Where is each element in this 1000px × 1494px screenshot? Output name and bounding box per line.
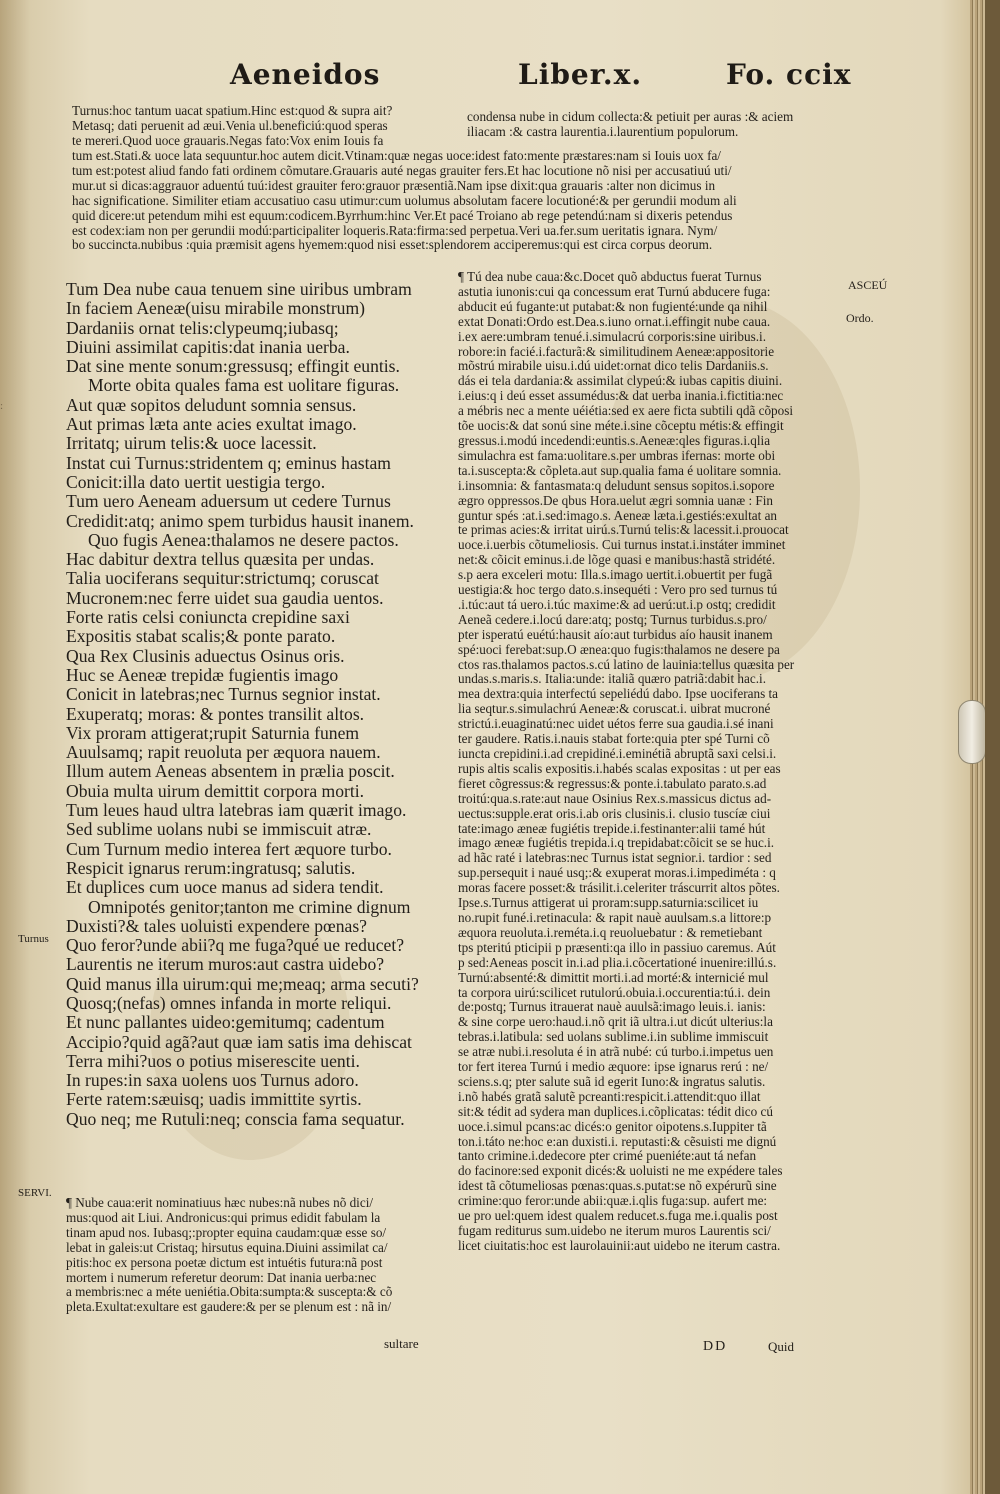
text-line: mea dextra:quia interfectú sepeliédú dabo. Ipse uociferans ta xyxy=(458,687,779,702)
verse-line: Irritatq; uirum telis:& uoce lacessit. xyxy=(66,434,317,454)
verse-line: Quo feror?unde abii?q me fuga?qué ue reducet? xyxy=(66,936,405,956)
verse-line: Auulsamq; rapit reuoluta per æquora nauem. xyxy=(66,743,381,763)
text-line: tum est:potest aliud fando fati ordinem cõmutare.Grauaris auté negas grauiter fers.Et hac locutione nõ nisi per accusatiuú uti/ xyxy=(72,163,732,178)
verse-line: In faciem Aeneæ(uisu mirabile monstrum) xyxy=(66,299,366,319)
verse-line: Tum Dea nube caua tenuem sine uiribus umbram xyxy=(66,280,412,299)
verse-line: Quid manus illa uirum:qui me;meaq; arma secuti? xyxy=(66,974,419,994)
text-line: p sed:Aeneas poscit in.i.ad plia.i.cõcertationé inuenire:illú.s. xyxy=(458,955,777,970)
text-line: licet ciuitatis:hoc est laurolauinii:aut uidebo ne iterum castra. xyxy=(458,1238,781,1253)
text-line: tor fert iterea Turnú i medio æquore: ipse ignarus rerú : ne/ xyxy=(458,1060,769,1075)
verse-line: Exuperatq; moras: & pontes transilit altos. xyxy=(66,704,365,724)
text-line: ta corpora uirú:scilicet rutulorú.obuia.i.occurentia:tú.i. dein xyxy=(458,985,771,1000)
verse-line: Instat cui Turnus:stridentem q; eminus hastam xyxy=(66,453,391,473)
text-line: se atræ nubi.i.resoluta é in atrã nubé: cú turbo.i.impetus uen xyxy=(458,1045,774,1060)
verse-line: Laurentis ne iterum muros:aut castra uidebo? xyxy=(66,955,385,975)
text-line: est codex:iam non per gerundii modú:participaliter loqueris.Rata:firma:sed perpetua.Veri ua.fer.sum ueritatis ignara. Nym/ xyxy=(72,223,718,238)
verse-line: Talia uociferans sequitur:strictumq; coruscat xyxy=(66,569,379,589)
verse-line: Cum Turnum medio interea fert æquore turbo. xyxy=(66,839,392,859)
text-line: quid dicere:ut petendum mihi est equum:codicem.Byrrhum:hinc Ver.Et pacé Troiano ab rege petendú:nam si dixeris petendus xyxy=(72,208,733,223)
text-line: uoce.i.simul pcans:ac dicés:o genitor oipotens.s.Iuppiter tã xyxy=(458,1119,767,1134)
text-line: ter gaudere. Ratis.i.nauis stabat forte:quia pter spé Turni cõ xyxy=(458,732,770,747)
text-line: iuncta crepidini.i.ad crepidiné.i.eminétiã abruptã saxi celsi.i. xyxy=(458,747,777,761)
verse-line: Terra mihi?uos o potius miserescite uenti. xyxy=(66,1051,360,1071)
verse-line: Mucronem:nec ferre uidet sua gaudia uentos. xyxy=(66,588,384,608)
verse-line: Respicit ignarus rerum:ingratusq; salutis. xyxy=(66,858,356,878)
verse-line: Tum leues haud ultra latebras iam quærit imago. xyxy=(66,801,407,821)
verse-line: Obuia multa uirum demittit corpora morti. xyxy=(66,781,365,801)
text-line: uestigia:& hoc tergo dato.s.insequéti : Vero pro sed turnus tú xyxy=(458,583,778,598)
text-line: tps pteritú pticipii p præsenti:qa illo in passiuo caremus. Aút xyxy=(458,940,776,955)
margin-note-turnus: Turnus xyxy=(18,933,49,945)
text-line: simulachra est fama:uolitare.s.per umbras ifernas: morte obi xyxy=(458,448,776,463)
verse-line: Dat sine mente sonum:gressusq; effingit euntis. xyxy=(66,357,400,377)
catchword-right: Quid xyxy=(768,1339,794,1354)
commentary-top-left xyxy=(72,104,467,149)
verse-line: Et duplices cum uoce manus ad sidera tendit. xyxy=(66,878,384,898)
text-line: a mébris nec a mente uéiétia:sed ex aere ficta subtili qdã cõposi xyxy=(458,404,794,419)
text-line: strictú.i.euaginatú:nec uidet uétos ferre sua gaudia.i.sé inani xyxy=(458,717,774,732)
text-line: mus:quod ait Liui. Andronicus:qui primus edidit fabulam la xyxy=(66,1210,381,1225)
verse-line: Accipio?quid agã?aut quæ iam satis ima dehiscat xyxy=(66,1032,412,1052)
text-line: undas.s.maris.s. Italia:unde: italiã quæro patriã:dabit hac.i. xyxy=(458,672,766,687)
header-book-title: Aeneidos xyxy=(230,58,381,91)
text-line: rupis altis scalis expositis.i.habés scalas expositas : ut per eas xyxy=(458,761,781,776)
text-line: pitis:hoc ex persona poetæ dictum est intuétis futura:nã post xyxy=(66,1255,383,1270)
commentary-full-width xyxy=(72,149,842,253)
catchword-left: sultare xyxy=(384,1336,419,1351)
verse-line: Quosq;(nefas) omnes infanda in morte reliqui. xyxy=(66,993,392,1013)
text-line: extat Donati:Ordo est.Dea.s.iuno ornat.i.effingit nube caua. xyxy=(458,314,771,329)
text-line: no.rupit funé.i.retinacula: & rapit nauè auulsam.s.a littore:p xyxy=(458,910,772,925)
verse-line: Conicit:illa dato uertit uestigia tergo. xyxy=(66,472,326,492)
text-line: spé:uoci ferebat:sup.O ænea:quo fugis:thalamos ne desere pa xyxy=(458,642,780,657)
header-liber: Liber.x. xyxy=(518,58,643,91)
text-line: troitú:qua.s.rate:aut naue Osinius Rex.s.massicus dictus ad- xyxy=(458,791,772,806)
text-line: net:& cõicit eminus.i.de lõge quasi e manibus:hastã stridété. xyxy=(458,553,776,568)
text-line: ad hãc raté i latebras:nec Turnus istat segnior.i. tardior : sed xyxy=(458,851,772,866)
verse-line: Illum autem Aeneas absentem in prælia poscit. xyxy=(66,762,395,782)
verse-line: Credidit:atq; animo spem turbidus hausit inanem. xyxy=(66,511,414,531)
commentary-top-right xyxy=(467,110,842,140)
text-line: do facinore:sed exponit dicés:& uoluisti ne me expédere tales xyxy=(458,1164,783,1179)
text-line: te primas acies:& irritat uirú.s.Turnú telis:& lacessit.i.prouocat xyxy=(458,523,789,538)
text-line: Ipse.s.Turnus attigerat ui proram:supp.saturnia:scilicet iu xyxy=(458,896,759,911)
text-line: ¶ Nube caua:erit nominatiuus hæc nubes:nã nubes nõ dici/ xyxy=(66,1196,374,1210)
text-line: ¶ Tú dea nube caua:&c.Docet quõ abductus fuerat Turnus xyxy=(458,270,762,284)
text-line: mur.ut si dicas:aggrauor aduentú tuú:idest grauiter fero:grauor præsentiã.Nam ipse dixit:qua grauaris :alter non dicimus in xyxy=(72,178,716,193)
text-line: i.eius:q i deú esset assumédus:& dat uerba inania.i.fictitia:nec xyxy=(458,389,784,404)
running-header xyxy=(0,58,985,98)
text-line: i.nõ habés gratã salutẽ pcreanti:respicit.i.attendit:quo illat xyxy=(458,1089,761,1104)
text-line: Metasq; dati peruenit ad æui.Venia ul.beneficiú:quod speras xyxy=(72,118,388,133)
verse-line: In rupes:in saxa uolens uos Turnus adoro. xyxy=(66,1071,359,1091)
text-line: tanto crimine.i.dedecore pter crimé pueniéte:aut tá nefan xyxy=(458,1149,757,1164)
text-line: mortem i numerum referetur deorum: Dat inania uerba:nec xyxy=(66,1270,377,1285)
page-clip xyxy=(958,700,985,764)
verse-line: Aut primas læta ante acies exultat imago. xyxy=(66,415,357,435)
text-line: i.insomnia: & fantasmata:q deludunt sensus sopitos.i.sopore xyxy=(458,478,775,493)
header-folio: Fo. ccix xyxy=(726,58,852,91)
text-line: abducit eú fugante:ut putabat:& non fugienté:unde qa nihil xyxy=(458,299,768,314)
text-line: tinam apud nos. Iubasq;:propter equina caudam:quæ esse so/ xyxy=(66,1225,387,1240)
text-line: robore:in facié.i.facturã:& similitudinem Aeneæ:appositorie xyxy=(458,344,775,359)
verse-line: Quo fugis Aenea:thalamos ne desere pactos. xyxy=(88,530,399,550)
bleed-through-text: : xyxy=(0,400,4,412)
text-line: ton.i.táto ne:hoc e:an duxisti.i. reputasti:& cẽsuisti me dignú xyxy=(458,1134,777,1149)
verse-line: Dardaniis ornat telis:clypeumq;iubasq; xyxy=(66,318,339,338)
text-line: condensa nube in cidum collecta:& petiuit per auras :& aciem xyxy=(467,110,794,124)
text-line: uoce.i.uerbis cõtumeliosis. Cui turnus instat.i.instáter imminet xyxy=(458,538,786,553)
text-line: ctos ras.thalamos pactos.s.cú latino de lauinia:tellus quæsita per xyxy=(458,657,795,672)
text-line: lia seqtur.s.simulachrú Aeneæ:& coruscat.i. uibrat mucroné xyxy=(458,702,771,717)
text-line: bo succincta.nubibus :quia præmisit agens hyemem:quod nisi esset:splendorem acciperemus:qui est circa corpus deorum. xyxy=(72,238,713,253)
verse-line: Hac dabitur dextra tellus quæsita per undas. xyxy=(66,550,375,570)
commentary-right-column xyxy=(458,270,842,1254)
text-line: sit:& tédit ad sydera man duplices.i.cõplicatas: tédit dico cú xyxy=(458,1104,773,1119)
text-line: ue pro uel:quem idest qualem reducet.s.fuga me.i.qualis post xyxy=(458,1209,778,1224)
verse-line: Omnipotés genitor;tanton me crimine dignum xyxy=(88,897,411,917)
verse-line: Expositis stabat scalis;& ponte parato. xyxy=(66,627,336,647)
verse-column xyxy=(66,280,458,1129)
text-line: imago æneæ fugiétis trepida.i.q trepidabat:cõicit se se huc.i. xyxy=(458,836,775,851)
margin-note-asceu: ASCEÚ xyxy=(848,278,888,292)
text-line: ægro oppressos.De qbus Hora.uelut ægri somnia uanæ : Fin xyxy=(458,493,774,508)
verse-line: Quo neq; me Rutuli:neq; conscia fama sequatur. xyxy=(66,1109,405,1129)
text-line: crimine:quo feror:unde abii:quæ.i.qlis fuga:sup. aufert me: xyxy=(458,1194,768,1209)
margin-note-seruius: SERVI. xyxy=(18,1187,52,1199)
text-line: Turnú:absenté:& dimittit morti.i.ad morté:& internicié mul xyxy=(458,970,769,985)
text-line: gressus.i.modú incedendi:euntis.s.Aeneæ:qles figuras.i.qlia xyxy=(458,433,771,448)
verse-line: Morte obita quales fama est uolitare figuras. xyxy=(88,376,400,396)
text-line: tum est.Stati.& uoce lata sequuntur.hoc autem dicit.Vtinam:quæ negas uoce:idest fato:mente præstares:nam si Iouis uox fa/ xyxy=(72,149,721,163)
text-line: pleta.Exultat:exultare est gaudere:& per se plenum est : nã in/ xyxy=(66,1300,392,1315)
text-line: iliacam :& castra laurentia.i.laurentium populorum. xyxy=(467,124,739,139)
text-line: lebat in galeis:ut Cristaq; hirsutus equina.Diuini assimilat ca/ xyxy=(66,1240,388,1255)
text-line: tebras.i.latibula: sed uolans sublime.i.in sublime immiscuit xyxy=(458,1030,769,1045)
verse-line: Ferte ratem:sæuisq; uadis immittite syrtis. xyxy=(66,1090,362,1110)
text-line: idest tã cõtumeliosas pœnas:quas.s.putat:se nõ expérurũ sine xyxy=(458,1179,777,1194)
text-line: i.ex aere:umbram tenué.i.simulacrú corporis:sine uiribus.i. xyxy=(458,329,766,344)
text-line: fieret cõgressus:& regressus:& ponte.i.tabulato parato.s.ad xyxy=(458,776,767,791)
text-line: astutia iunonis:cui qa concessum erat Turnú abducere fuga: xyxy=(458,284,771,299)
text-line: & sine corpe uero:haud.i.nõ qrit iã ultra.i.ut dicút ulterius:la xyxy=(458,1015,773,1030)
text-line: ta.i.suscepta:& cõpleta.aut sup.qualia fama é uolitare somnia. xyxy=(458,463,782,478)
verse-line: Huc se Aeneæ trepidæ fugientis imago xyxy=(66,665,339,685)
verse-line: Et nunc pallantes uideo:gemitumq; cadentum xyxy=(66,1013,385,1033)
text-line: Aeneã cedere.i.locú dare:atq; postq; Turnus turbidus.s.pro/ xyxy=(458,612,767,627)
text-line: hac significatione. Similiter etiam accusatiuo casu utimur:cum uolumus absolutam facere locutioné:& per gerundii modum ali xyxy=(72,193,737,208)
signature-mark: DD xyxy=(703,1339,728,1354)
text-line: moras facere posset:& trásilit.i.celeriter tráscurrit altos põtes. xyxy=(458,881,780,896)
commentary-bottom-left xyxy=(66,1196,458,1315)
text-line: tõe uocis:& dat sonú sine méte.i.sine cõceptu métis:& effingit xyxy=(458,419,784,434)
verse-line: Diuini assimilat capitis:dat inania uerba. xyxy=(66,337,350,357)
text-line: de:postq; Turnus itrauerat nauè auulsã:imago leuis.i. ianis: xyxy=(458,1000,766,1015)
verse-line: Tum uero Aeneam aduersum ut cedere Turnus xyxy=(66,492,391,512)
text-line: guntur spés :at.i.sed:imago.s. Aeneæ læta.i.gestiés:exultat an xyxy=(458,508,778,523)
text-line: fugam rediturus sum.uidebo ne iterum muros Laurentis sci/ xyxy=(458,1224,771,1238)
text-line: pter isperatú euétú:hausit aío:aut turbidus aío hausit inanem xyxy=(458,627,773,642)
text-line: a membris:nec a méte ueniétia.Obita:sumpta:& suscepta:& cõ xyxy=(66,1285,393,1300)
verse-line: Aut quæ sopitos deludunt somnia sensus. xyxy=(66,395,357,415)
verse-line: Duxisti?& tales uoluisti expendere pœnas? xyxy=(66,916,367,936)
verse-line: Qua Rex Clusinis aduectus Osinus oris. xyxy=(66,646,345,666)
text-line: Turnus:hoc tantum uacat spatium.Hinc est:quod & supra ait? xyxy=(72,104,393,118)
text-line: tate:imago æneæ fugiétis trepide.i.festinanter:alii tamé hút xyxy=(458,821,766,836)
text-line: sup.persequit i naué usq;:& exuperat moras.i.impediméta : q xyxy=(458,866,776,881)
text-line: dás ei tela dardania:& assimilat clypeú:& iubas capitis diuini. xyxy=(458,374,783,389)
text-line: mõstrú mirabile uisu.i.dú uidet:ornat dico telis Dardaniis.s. xyxy=(458,359,769,374)
text-line: te mereri.Quod uoce grauaris.Negas fato:Vox enim Iouis fa xyxy=(72,133,384,148)
verse-line: Sed sublime uolans nubi se immiscuit atræ. xyxy=(66,820,372,840)
verse-line: Conicit in latebras;nec Turnus segnior instat. xyxy=(66,685,381,705)
text-line: uectus:supple.erat oris.i.ab oris clusinis.i. clusio tuscíæ ciui xyxy=(458,806,771,821)
text-line: æquora reuoluta.i.reméta.i.q reuoluebatur : & remetiebant xyxy=(458,925,763,940)
margin-note-ordo: Ordo. xyxy=(846,311,874,325)
text-line: .i.túc:aut tá uero.i.túc maxime:& ad uerú:ut.i.p ostq; credidit xyxy=(458,597,776,612)
verse-line: Vix proram attigerat;rupit Saturnia funem xyxy=(66,723,360,743)
verse-line: Forte ratis celsi coniuncta crepidine saxi xyxy=(66,608,350,628)
text-line: sciens.s.q; pter salute suã id egerit Iuno:& ingratus salutis. xyxy=(458,1074,766,1089)
text-line: s.p aera exceleri motu: Illa.s.imago uertit.i.obuertit per fugã xyxy=(458,568,773,583)
